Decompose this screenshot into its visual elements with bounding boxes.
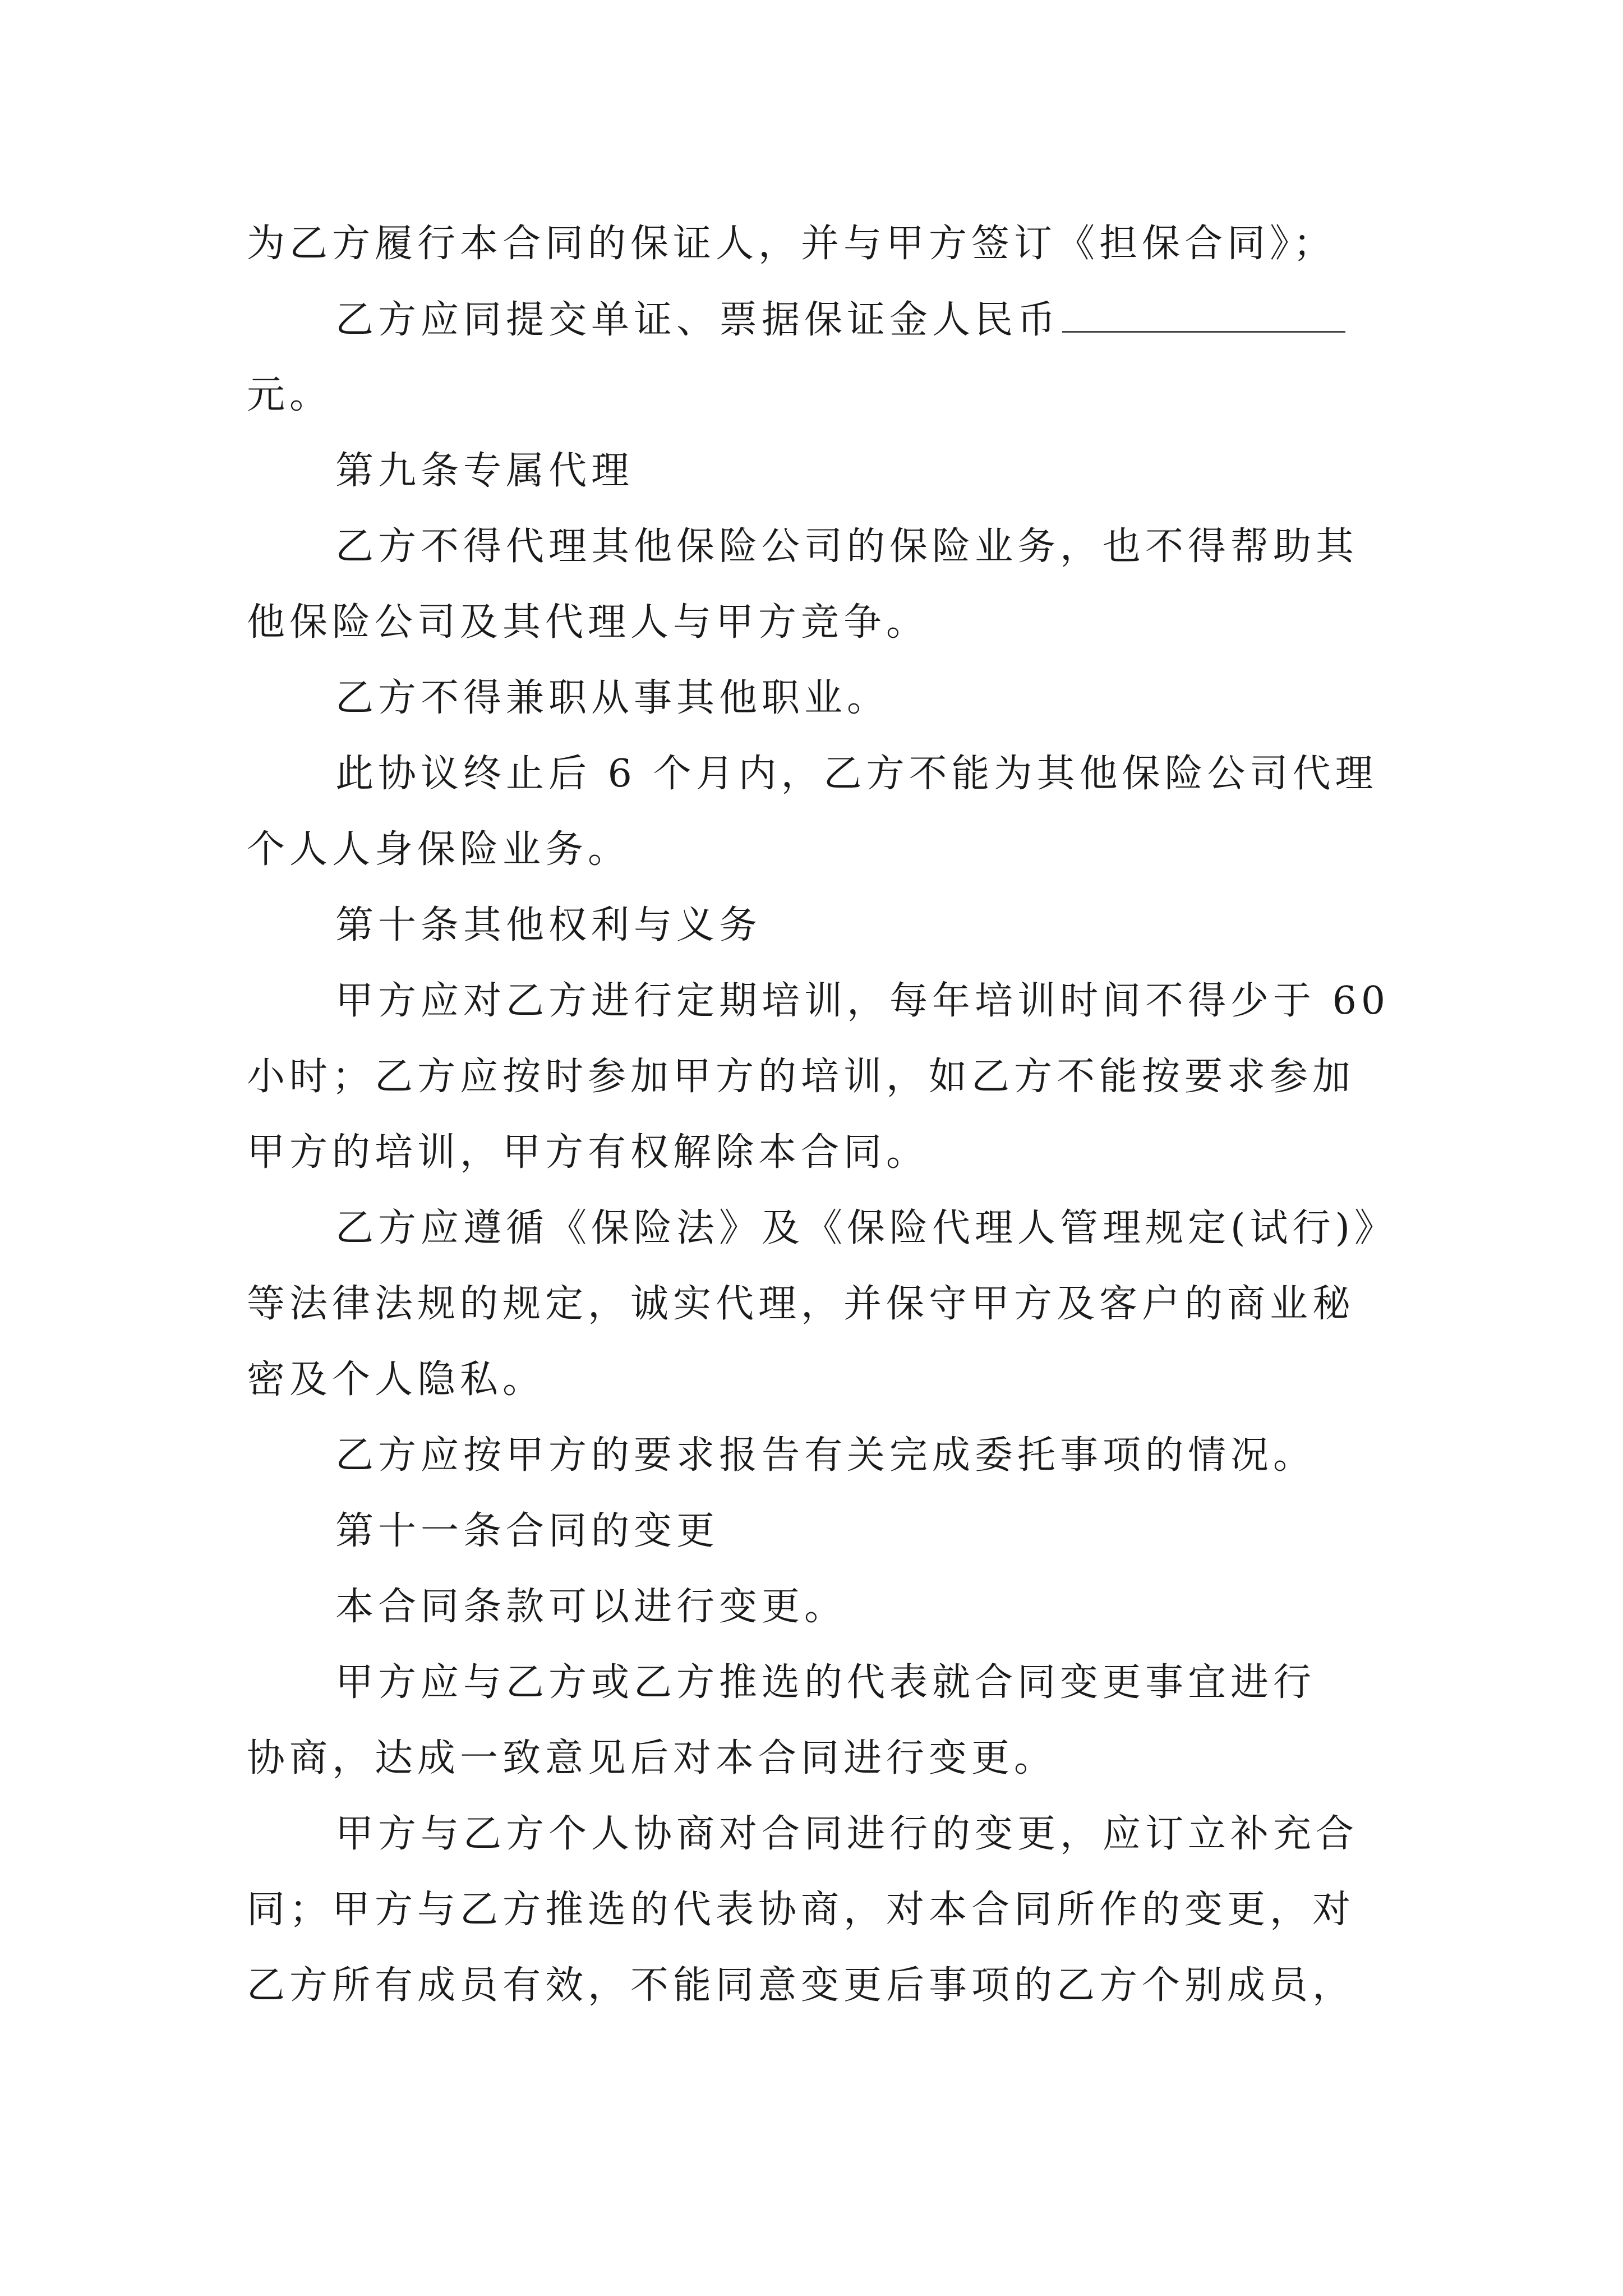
deposit-amount-blank [1062,297,1345,333]
text-line: 协商，达成一致意见后对本合同进行变更。 [247,1736,1057,1780]
text-line: 等法律法规的规定，诚实代理，并保守甲方及客户的商业秘 [247,1282,1355,1326]
text-line: 他保险公司及其代理人与甲方竞争。 [247,600,929,645]
text-line: 乙方应遵循《保险法》及《保险代理人管理规定(试行)》 [335,1206,1398,1250]
text-line: 甲方应对乙方进行定期培训，每年培训时间不得少于 60 [335,979,1390,1023]
text-line: 乙方不得兼职从事其他职业。 [335,676,890,720]
text-line: 乙方所有成员有效，不能同意变更后事项的乙方个别成员， [247,1963,1355,2008]
text-line-yuan: 元。 [247,373,333,417]
article-10-heading: 第十条其他权利与义务 [335,903,762,947]
text-line: 此协议终止后 6 个月内，乙方不能为其他保险公司代理 [335,752,1378,796]
text-line: 甲方的培训，甲方有权解除本合同。 [247,1130,929,1175]
text-line: 同；甲方与乙方推选的代表协商，对本合同所作的变更，对 [247,1888,1355,1932]
text-line-guarantor: 为乙方履行本合同的保证人，并与甲方签订《担保合同》； [247,222,1336,266]
text-line: 甲方与乙方个人协商对合同进行的变更，应订立补充合 [335,1812,1359,1856]
text-line: 甲方应与乙方或乙方推选的代表就合同变更事宜进行 [335,1660,1316,1705]
deposit-text: 乙方应同提交单证、票据保证金人民币 [335,298,1061,342]
text-line: 乙方不得代理其他保险公司的保险业务，也不得帮助其 [335,524,1359,569]
text-line: 小时；乙方应按时参加甲方的培训，如乙方不能按要求参加 [247,1055,1355,1099]
text-line-deposit [335,297,1345,343]
article-11-heading: 第十一条合同的变更 [335,1509,720,1553]
text-line: 乙方应按甲方的要求报告有关完成委托事项的情况。 [335,1433,1316,1478]
text-line: 个人人身保险业务。 [247,827,631,872]
text-line: 本合同条款可以进行变更。 [335,1585,847,1629]
text-line: 密及个人隐私。 [247,1358,546,1402]
article-9-heading: 第九条专属代理 [335,449,634,493]
